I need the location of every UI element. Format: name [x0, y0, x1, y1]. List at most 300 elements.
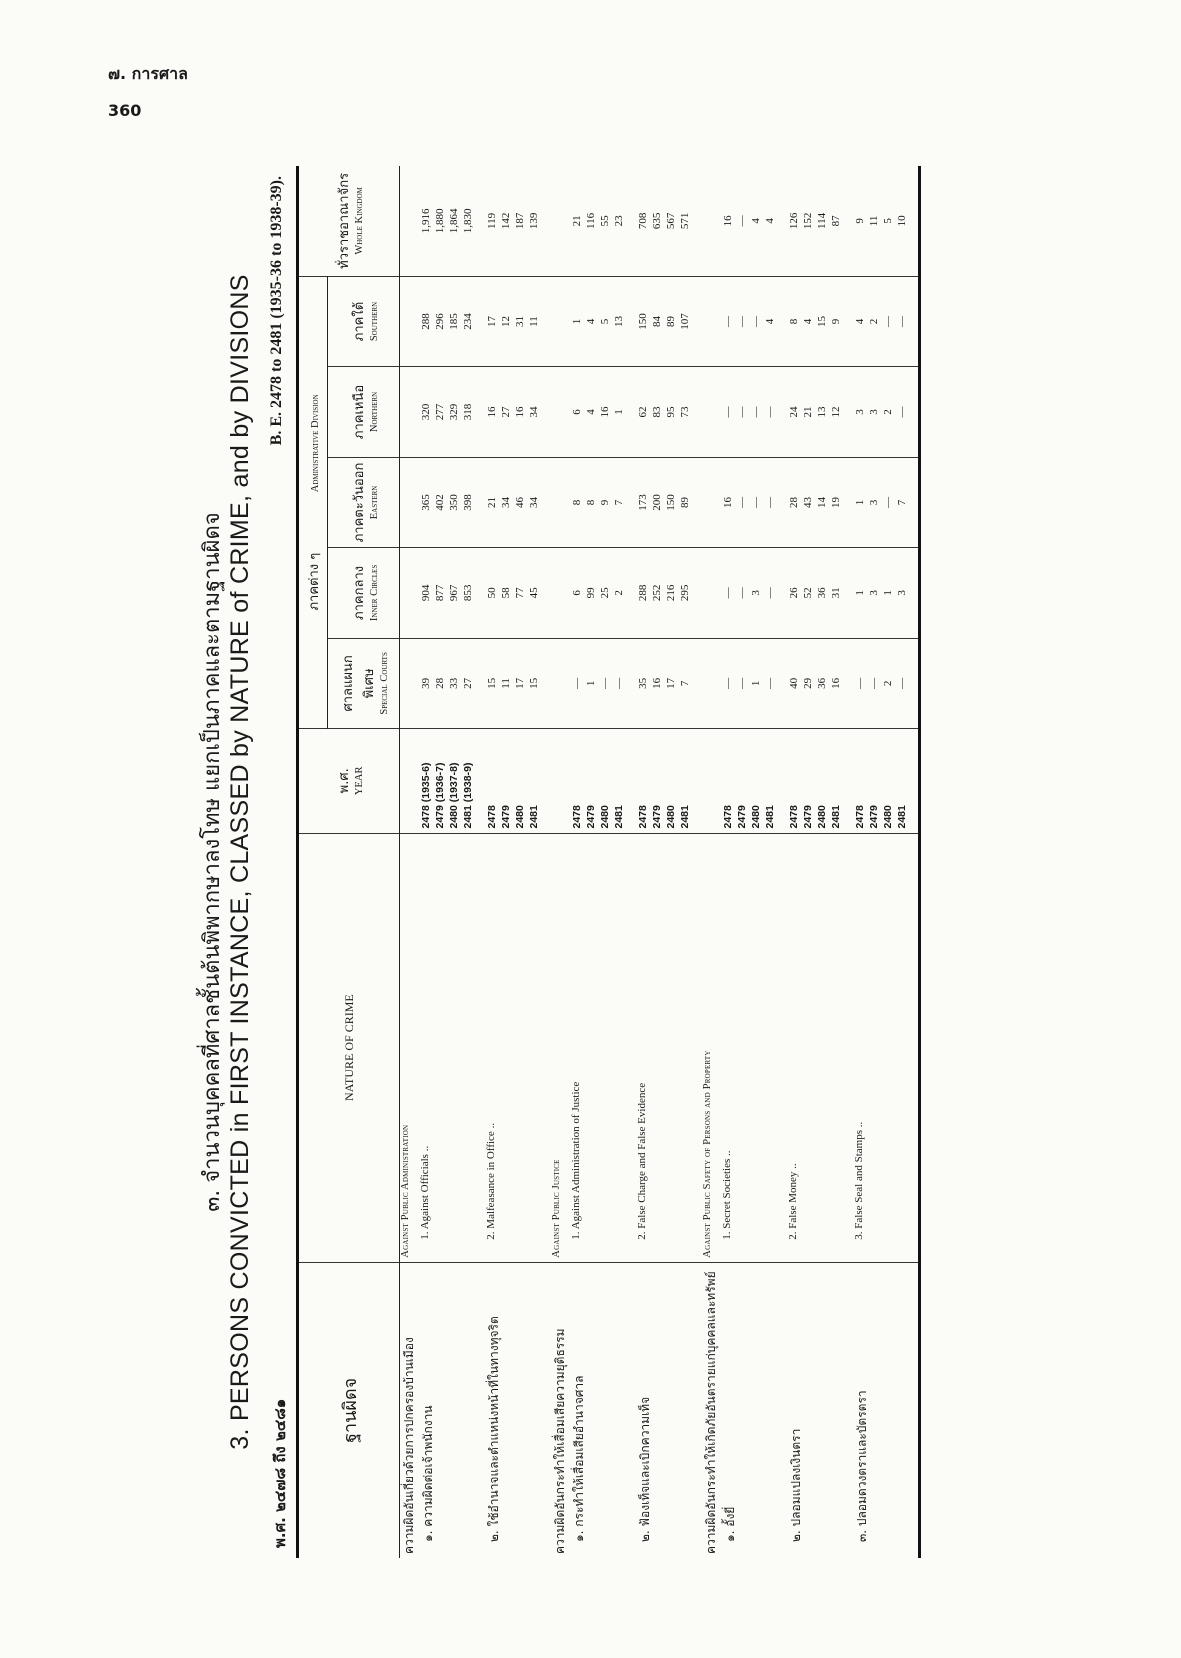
empty-cell	[702, 638, 721, 728]
northern-cell	[419, 367, 485, 457]
southern-value: 234	[462, 313, 474, 330]
special-value: 7	[679, 680, 691, 687]
whole-value: 708	[637, 212, 649, 230]
northern-value: 16	[514, 406, 526, 418]
inner-value: 1	[854, 590, 866, 596]
southern-value: 13	[613, 316, 625, 328]
inner-cell	[853, 548, 919, 638]
special-value: 2	[882, 680, 894, 687]
whole-value: 9	[854, 218, 866, 224]
empty-cell	[702, 548, 721, 638]
crime-name-thai: ๒. ฟ้องเท็จและเบิกความเท็จ	[638, 1396, 652, 1542]
empty-cell	[400, 457, 420, 547]
southern-value: 185	[448, 313, 460, 330]
empty-cell	[551, 729, 570, 833]
special-cell	[636, 638, 702, 728]
section-title-english: Against Public Safety of Persons and Property	[702, 833, 721, 1262]
inner-value: 25	[599, 587, 611, 599]
whole-value: 126	[788, 212, 800, 230]
rotated-table-area	[188, 166, 1128, 1558]
header-whole-kingdom: ทั่วราชอาณาจักร Whole Kingdom	[298, 166, 400, 276]
inner-value: 58	[500, 587, 512, 599]
northern-value: 16	[599, 406, 611, 418]
eastern-value: 14	[816, 496, 828, 508]
table-row	[636, 166, 702, 1558]
convictions-table	[296, 166, 921, 1558]
northern-cell	[570, 367, 636, 457]
header-year: พ.ศ. YEAR	[298, 729, 400, 833]
northern-value: 13	[816, 406, 828, 418]
special-value: 17	[665, 677, 677, 689]
southern-cell	[853, 276, 919, 366]
whole-value: 10	[896, 215, 908, 227]
northern-value: 12	[830, 406, 842, 418]
eastern-cell	[636, 457, 702, 547]
table-row	[570, 166, 636, 1558]
year-value: 2481	[896, 805, 908, 829]
special-cell	[419, 638, 485, 728]
special-cell	[853, 638, 919, 728]
northern-cell	[787, 367, 853, 457]
special-value: —	[571, 677, 583, 689]
year-cell	[853, 729, 919, 833]
eastern-value: 16	[722, 496, 734, 508]
year-cell	[419, 729, 485, 833]
eastern-cell	[787, 457, 853, 547]
eastern-value: 28	[788, 496, 800, 508]
empty-cell	[400, 638, 420, 728]
eastern-value: 402	[434, 494, 446, 511]
inner-value: 2	[613, 590, 625, 596]
southern-cell	[636, 276, 702, 366]
section-title-thai: ความผิดอันเกี่ยวด้วยการปกครองบ้านเมือง	[402, 1337, 416, 1554]
table-title-thai: ๓. จำนวนบุคคลที่ศาลชั้นต้นพิพากษาลงโทษ แยกเป็นภาคและตามฐานผิดจ	[200, 512, 225, 1212]
empty-cell	[551, 638, 570, 728]
southern-value: —	[882, 316, 894, 328]
southern-value: 4	[585, 318, 597, 325]
whole-value: 119	[486, 212, 498, 229]
year-value: 2480 (1937-8)	[448, 762, 460, 829]
inner-cell	[721, 548, 787, 638]
inner-value: 904	[420, 584, 432, 602]
inner-value: 853	[462, 584, 474, 602]
table-row	[419, 166, 485, 1558]
inner-value: 52	[802, 587, 814, 599]
northern-value: 62	[637, 406, 649, 418]
inner-value: 295	[679, 584, 691, 602]
year-value: 2479	[802, 805, 814, 829]
section-title-english: Against Public Justice	[551, 833, 570, 1262]
whole-cell	[636, 166, 702, 276]
year-value: 2478	[486, 805, 498, 829]
inner-cell	[787, 548, 853, 638]
empty-cell	[400, 729, 420, 833]
northern-value: 320	[420, 403, 432, 421]
eastern-value: 34	[500, 496, 512, 508]
northern-value: 277	[434, 403, 446, 421]
northern-value: —	[722, 406, 734, 418]
year-cell	[636, 729, 702, 833]
eastern-value: 34	[528, 496, 540, 508]
header-eastern: ภาคตะวันออก Eastern	[328, 457, 400, 547]
southern-cell	[787, 276, 853, 366]
special-value: 27	[462, 677, 474, 689]
inner-value: 77	[514, 587, 526, 599]
special-value: 29	[802, 677, 814, 689]
year-value: 2479	[585, 805, 597, 829]
year-value: 2481	[830, 805, 842, 829]
empty-cell	[551, 548, 570, 638]
whole-value: 23	[613, 215, 625, 227]
eastern-value: 200	[651, 494, 663, 511]
special-cell	[787, 638, 853, 728]
empty-cell	[551, 367, 570, 457]
eastern-cell	[721, 457, 787, 547]
special-value: 11	[500, 678, 512, 689]
header-northern: ภาคเหนือ Northern	[328, 367, 400, 457]
special-value: 16	[830, 677, 842, 689]
whole-cell	[721, 166, 787, 276]
year-cell	[485, 729, 551, 833]
period-thai: พ.ศ. ๒๔๗๘ ถึง ๒๔๘๑	[271, 1398, 289, 1548]
special-value: 33	[448, 677, 460, 689]
whole-value: 635	[651, 212, 663, 230]
eastern-value: 21	[486, 496, 498, 508]
year-value: 2479	[868, 805, 880, 829]
southern-value: 84	[651, 316, 663, 328]
whole-value: 139	[528, 212, 540, 230]
special-cell	[485, 638, 551, 728]
southern-value: —	[896, 316, 908, 328]
eastern-value: 7	[613, 499, 625, 506]
empty-cell	[551, 457, 570, 547]
northern-value: —	[896, 406, 908, 418]
year-value: 2478	[854, 805, 866, 829]
southern-value: 89	[665, 316, 677, 328]
whole-cell	[419, 166, 485, 276]
year-value: 2480	[750, 805, 762, 829]
inner-value: —	[736, 587, 748, 599]
crime-name-english: 2. False Charge and False Evidence	[636, 833, 702, 1262]
southern-value: 150	[637, 313, 649, 330]
special-value: —	[868, 677, 880, 689]
northern-value: 3	[868, 409, 880, 415]
empty-cell	[551, 276, 570, 366]
year-value: 2481	[528, 805, 540, 829]
year-value: 2478 (1935-6)	[420, 762, 432, 829]
northern-value: 95	[665, 406, 677, 418]
southern-value: 296	[434, 313, 446, 330]
southern-value: 4	[802, 318, 814, 325]
southern-value: 1	[571, 318, 583, 325]
year-value: 2480	[882, 805, 894, 829]
eastern-value: —	[764, 496, 776, 508]
special-value: 35	[637, 677, 649, 689]
inner-cell	[485, 548, 551, 638]
special-cell	[570, 638, 636, 728]
southern-cell	[485, 276, 551, 366]
northern-value: 4	[585, 409, 597, 415]
whole-cell	[570, 166, 636, 276]
whole-cell	[853, 166, 919, 276]
crime-name-thai: ๑. ความผิดต่อเจ้าพนักงาน	[421, 1405, 435, 1542]
year-value: 2481	[764, 805, 776, 829]
inner-cell	[636, 548, 702, 638]
crime-name-thai: ๓. ปลอมดวงตราและบัตรตรา	[855, 1390, 869, 1542]
special-value: —	[854, 677, 866, 689]
whole-value: 567	[665, 212, 677, 230]
inner-value: 45	[528, 587, 540, 599]
special-value: 1	[750, 680, 762, 687]
section-row	[551, 166, 570, 1558]
northern-value: 6	[571, 409, 583, 415]
special-value: 15	[486, 677, 498, 689]
eastern-cell	[419, 457, 485, 547]
empty-cell	[702, 729, 721, 833]
southern-value: —	[736, 316, 748, 328]
eastern-value: 173	[637, 494, 649, 511]
inner-value: 3	[896, 590, 908, 596]
special-value: 15	[528, 677, 540, 689]
eastern-value: 398	[462, 494, 474, 511]
year-value: 2479 (1936-7)	[434, 762, 446, 829]
inner-value: 3	[750, 590, 762, 596]
special-value: —	[764, 677, 776, 689]
eastern-value: 46	[514, 496, 526, 508]
eastern-value: —	[750, 496, 762, 508]
whole-value: 142	[500, 212, 512, 230]
inner-value: 3	[868, 590, 880, 596]
eastern-value: 350	[448, 494, 460, 511]
special-value: 28	[434, 677, 446, 689]
inner-value: 252	[651, 584, 663, 602]
special-value: 39	[420, 677, 432, 689]
southern-value: —	[750, 316, 762, 328]
whole-value: 114	[816, 212, 828, 229]
northern-value: 16	[486, 406, 498, 418]
special-value: 36	[816, 677, 828, 689]
crime-name-english: 1. Against Administration of Justice	[570, 833, 636, 1262]
crime-name-english: 3. False Seal and Stamps ..	[853, 833, 919, 1262]
whole-value: 1,916	[420, 208, 432, 234]
year-cell	[721, 729, 787, 833]
northern-value: 83	[651, 406, 663, 418]
southern-value: 4	[764, 318, 776, 325]
whole-value: —	[736, 215, 748, 227]
whole-value: 116	[585, 212, 597, 229]
crime-name-thai: ๒. ปลอมแปลงเงินตรา	[789, 1428, 803, 1542]
whole-value: 152	[802, 212, 814, 230]
northern-value: 3	[854, 409, 866, 415]
empty-cell	[400, 276, 420, 366]
special-value: 1	[585, 680, 597, 687]
eastern-value: 8	[585, 499, 597, 506]
year-value: 2478	[722, 805, 734, 829]
eastern-cell	[570, 457, 636, 547]
northern-value: 318	[462, 403, 474, 421]
special-value: 16	[651, 677, 663, 689]
northern-cell	[636, 367, 702, 457]
eastern-value: 43	[802, 496, 814, 508]
eastern-value: 8	[571, 499, 583, 506]
empty-cell	[702, 457, 721, 547]
northern-value: 1	[613, 409, 625, 415]
year-cell	[570, 729, 636, 833]
whole-value: 87	[830, 215, 842, 227]
special-value: —	[722, 677, 734, 689]
southern-value: 17	[486, 316, 498, 328]
eastern-value: 19	[830, 496, 842, 508]
table-row	[787, 166, 853, 1558]
empty-cell	[551, 166, 570, 276]
inner-cell	[570, 548, 636, 638]
inner-value: 1	[882, 590, 894, 596]
southern-cell	[570, 276, 636, 366]
eastern-value: 150	[665, 494, 677, 511]
northern-value: —	[736, 406, 748, 418]
crime-name-english: 1. Secret Societies ..	[721, 833, 787, 1262]
northern-value: 2	[882, 409, 894, 415]
eastern-value: 1	[854, 499, 866, 506]
header-special-courts: ศาลแผนกพิเศษ Special Courts	[328, 638, 400, 728]
crime-name-thai: ๑. กระทำให้เสื่อมเสียอำนาจศาล	[572, 1375, 586, 1542]
page-section-label: ๗. การศาล	[108, 64, 188, 83]
southern-cell	[419, 276, 485, 366]
year-value: 2479	[500, 805, 512, 829]
whole-value: 4	[750, 218, 762, 224]
northern-value: 24	[788, 406, 800, 418]
northern-value: 27	[500, 406, 512, 418]
special-cell	[721, 638, 787, 728]
southern-value: 2	[868, 318, 880, 325]
inner-value: 26	[788, 587, 800, 599]
southern-value: 15	[816, 316, 828, 328]
year-value: 2478	[571, 805, 583, 829]
northern-value: 21	[802, 406, 814, 418]
eastern-value: 89	[679, 496, 691, 508]
year-value: 2481	[613, 805, 625, 829]
whole-cell	[485, 166, 551, 276]
eastern-value: 365	[420, 494, 432, 511]
southern-value: 107	[679, 313, 691, 330]
header-inner-circles: ภาคกลาง Inner Circles	[328, 548, 400, 638]
section-title-english: Against Public Administration	[400, 833, 420, 1262]
southern-value: —	[722, 316, 734, 328]
header-southern: ภาคใต้ Southern	[328, 276, 400, 366]
eastern-value: 3	[868, 499, 880, 506]
year-value: 2478	[637, 805, 649, 829]
eastern-cell	[853, 457, 919, 547]
year-cell	[787, 729, 853, 833]
inner-value: 216	[665, 584, 677, 602]
empty-cell	[400, 367, 420, 457]
table-title-english: 3. PERSONS CONVICTED in FIRST INSTANCE, CLASSED by NATURE of CRIME, and by DIVISIONS	[226, 274, 254, 1450]
inner-cell	[419, 548, 485, 638]
section-title-thai: ความผิดอันกระทำให้เกิดภัยอันตรายแก่บุคคลและทรัพย์	[704, 1271, 718, 1554]
table-row	[853, 166, 919, 1558]
year-value: 2479	[651, 805, 663, 829]
inner-value: 31	[830, 587, 842, 599]
southern-value: 9	[830, 318, 842, 325]
special-value: —	[736, 677, 748, 689]
crime-name-thai: ๑. อั้งยี่	[723, 1506, 737, 1542]
northern-cell	[853, 367, 919, 457]
whole-value: 4	[764, 218, 776, 224]
inner-value: 50	[486, 587, 498, 599]
northern-value: 329	[448, 403, 460, 421]
year-value: 2480	[816, 805, 828, 829]
whole-value: 55	[599, 215, 611, 227]
section-title-thai: ความผิดอันกระทำให้เสื่อมเสียความยุติธรรม	[553, 1328, 567, 1554]
special-value: 17	[514, 677, 526, 689]
eastern-value: 9	[599, 499, 611, 506]
northern-value: —	[750, 406, 762, 418]
eastern-value: 7	[896, 499, 908, 506]
southern-value: 11	[528, 316, 540, 327]
southern-cell	[721, 276, 787, 366]
special-value: —	[896, 677, 908, 689]
empty-cell	[702, 166, 721, 276]
eastern-value: —	[736, 496, 748, 508]
year-value: 2478	[788, 805, 800, 829]
year-value: 2481	[679, 805, 691, 829]
year-value: 2481 (1938-9)	[462, 762, 474, 829]
inner-value: 99	[585, 587, 597, 599]
northern-value: 73	[679, 406, 691, 418]
crime-name-english: 2. False Money ..	[787, 833, 853, 1262]
year-value: 2479	[736, 805, 748, 829]
northern-cell	[485, 367, 551, 457]
inner-value: —	[722, 587, 734, 599]
whole-value: 11	[868, 215, 880, 227]
inner-value: 288	[637, 584, 649, 602]
empty-cell	[400, 166, 420, 276]
whole-value: 571	[679, 212, 691, 230]
whole-value: 5	[882, 218, 894, 224]
empty-cell	[400, 548, 420, 638]
inner-value: 36	[816, 587, 828, 599]
whole-value: 21	[571, 215, 583, 227]
inner-value: 877	[434, 584, 446, 602]
whole-value: 1,830	[462, 208, 474, 234]
crime-name-english: 1. Against Officials ..	[419, 833, 485, 1262]
table-row	[485, 166, 551, 1558]
period-english: B. E. 2478 to 2481 (1935-36 to 1938-39).	[268, 176, 285, 446]
whole-cell	[787, 166, 853, 276]
year-value: 2480	[665, 805, 677, 829]
empty-cell	[702, 367, 721, 457]
whole-value: 187	[514, 212, 526, 230]
header-crime-english: NATURE OF CRIME	[298, 833, 400, 1262]
year-value: 2480	[514, 805, 526, 829]
section-row	[400, 166, 420, 1558]
year-value: 2480	[599, 805, 611, 829]
whole-value: 1,864	[448, 208, 460, 234]
header-crime-thai: ฐานผิดจ	[298, 1262, 400, 1558]
southern-value: 12	[500, 316, 512, 328]
northern-cell	[721, 367, 787, 457]
inner-value: 967	[448, 584, 460, 602]
southern-value: 288	[420, 313, 432, 330]
southern-value: 31	[514, 316, 526, 328]
header-divisions: ภาคต่าง ๆ Administrative Division	[298, 276, 328, 728]
page-number: 360	[108, 101, 142, 120]
special-value: —	[599, 677, 611, 689]
whole-value: 1,880	[434, 208, 446, 234]
northern-value: —	[764, 406, 776, 418]
northern-value: 34	[528, 406, 540, 418]
crime-name-thai: ๒. ใช้อำนาจและตำแหน่งหน้าที่ในทางทุจริต	[487, 1316, 501, 1542]
